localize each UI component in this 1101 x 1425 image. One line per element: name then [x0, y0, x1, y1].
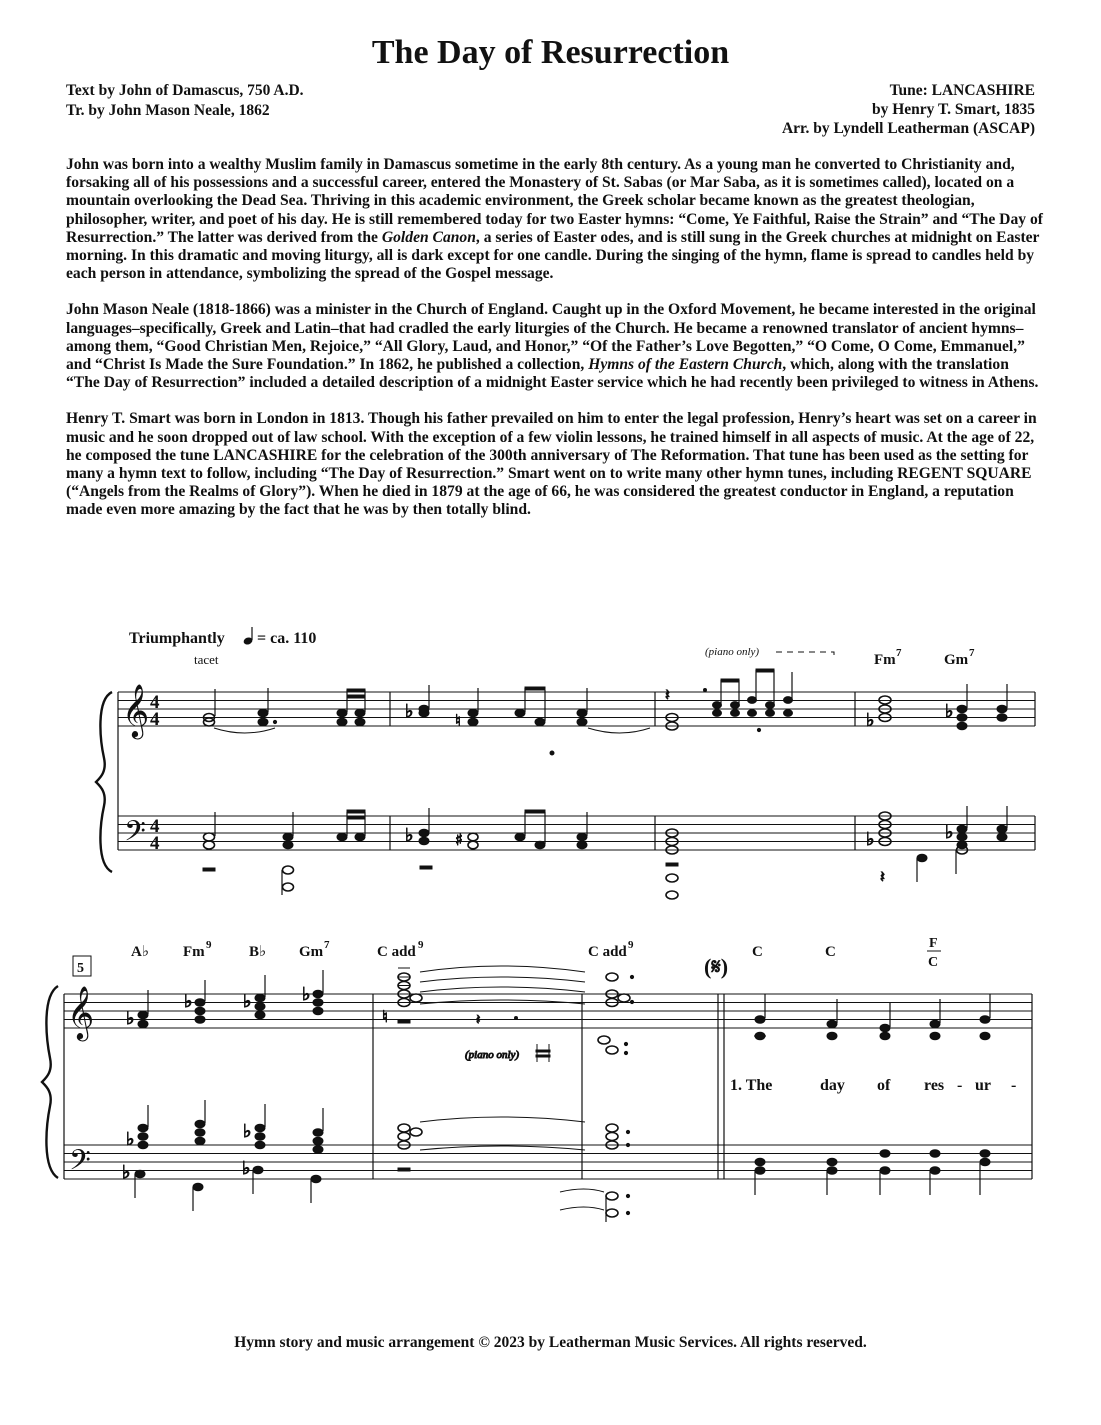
time-signature-top: 4 — [150, 692, 160, 713]
lyric-hyphen: - — [1011, 1077, 1017, 1094]
notes-measure-7 — [560, 973, 634, 1222]
svg-text:♯: ♯ — [455, 830, 463, 849]
tune-credits — [782, 81, 1035, 138]
lyric-hyphen: - — [957, 1077, 963, 1094]
svg-text:C: C — [752, 944, 763, 960]
chord-symbol — [131, 944, 149, 960]
treble-staff — [118, 692, 1035, 726]
time-signature-bottom: 4 — [150, 709, 160, 730]
notes-measure-4 — [866, 684, 1007, 886]
svg-text:9: 9 — [206, 939, 212, 951]
text-translator: Tr. by John Mason Neale, 1862 — [66, 102, 270, 119]
lyric-syllable: ur — [975, 1077, 991, 1094]
svg-text:C: C — [928, 955, 939, 970]
chord-symbol — [249, 944, 266, 960]
svg-text:F: F — [929, 936, 938, 951]
lyric-syllable: 1. The — [730, 1077, 773, 1094]
treble-staff — [64, 994, 1032, 1028]
tempo-marking: Triumphantly — [129, 630, 225, 647]
system-1 — [96, 627, 1035, 899]
lyric-syllable: res — [924, 1077, 945, 1094]
svg-text:♭: ♭ — [866, 710, 875, 731]
svg-text:𝄽: 𝄽 — [665, 685, 670, 704]
hymn-story — [66, 156, 1046, 538]
notes-measure-1-bass — [203, 810, 432, 895]
lyric-syllable: day — [820, 1077, 845, 1094]
svg-text:♭: ♭ — [242, 1158, 251, 1179]
grand-staff-brace — [42, 986, 58, 1178]
svg-text:7: 7 — [969, 647, 975, 659]
chord-symbol — [588, 939, 634, 960]
chord-symbol — [299, 939, 330, 960]
treble-clef-icon: 𝄞 — [67, 987, 95, 1038]
svg-text:♭: ♭ — [945, 822, 954, 843]
barlines — [390, 692, 1035, 850]
treble-clef-icon: 𝄞 — [122, 685, 150, 736]
bass-clef-icon: 𝄢 — [69, 1146, 91, 1183]
system-2 — [42, 936, 1032, 1222]
bass-clef-icon: 𝄢 — [124, 817, 146, 854]
svg-text:♭: ♭ — [243, 991, 252, 1012]
svg-text:A♭: A♭ — [131, 944, 149, 960]
svg-text:𝄽: 𝄽 — [880, 867, 885, 886]
svg-text:Fm: Fm — [183, 944, 205, 960]
story-paragraph-neale: John Mason Neale (1818-1866) was a minister in the Church of England. Caught up in the Oxford Movement, he became interested in the original languages–specifically, Greek and Latin–that had cradled the early liturgies of the Church. He became a renowned translator of ancient hymns–among them, “Good Christian Men, Rejoice,” “All Glory, Laud, and Honor,” “Of the Father’s Love Begotten,” “O Come, O Come, Emmanuel,” and “Christ Is Made the Sure Foundation.” In 1862, he published a collection, Hymns of the Eastern Church, which, along with the translation “The Day of Resurrection” included a detailed description of a midnight Easter service which he had recently been privileged to witness in Athens. — [66, 301, 1039, 392]
slash-chord — [927, 936, 941, 970]
chord-symbol — [377, 939, 424, 960]
svg-text:B♭: B♭ — [249, 944, 267, 960]
copyright-footer: Hymn story and music arrangement © 2023 by Leatherman Music Services. All rights reserved. — [234, 1334, 867, 1351]
notes-measure-8 — [754, 994, 990, 1195]
bass-staff — [118, 816, 1035, 850]
svg-text:♭: ♭ — [866, 829, 875, 850]
story-paragraph-john-of-damascus: John was born into a wealthy Muslim family in Damascus sometime in the early 8th century. As a young man he converted to Christianity and, forsaking all of his possessions and a successful career, entered the Monastery of St. Sabas (or Mar Saba, as it is sometimes called), located on a mountain overlooking the Dead Sea. Thriving in this academic environment, the Greek scholar became known as the greatest theologian, philosopher, writer, and poet of his day. He is still remembered today for two Easter hymns: “Come, Ye Faithful, Raise the Strain” and “The Day of Resurrection.” The latter was derived from the Golden Canon, a series of Easter odes, and is still sung in the Greek churches at midnight on Easter morning. In this dramatic and moving liturgy, all is dark except for one candle. During the singing of the hymn, flame is spread to candles held by each person in attendance, symbolizing the spread of the Gospel message. — [66, 156, 1043, 283]
svg-text:Gm: Gm — [944, 652, 969, 668]
svg-text:7: 7 — [324, 939, 330, 951]
svg-text:♭: ♭ — [405, 825, 414, 846]
svg-text:♭: ♭ — [122, 1162, 131, 1183]
svg-text:𝄽: 𝄽 — [476, 1012, 481, 1028]
music-score — [0, 610, 1101, 1240]
notes-measure-3 — [665, 669, 793, 899]
piano-only-label: (piano only) — [465, 1049, 520, 1061]
tacet-label: tacet — [194, 652, 219, 667]
time-signature-top: 4 — [150, 816, 160, 837]
svg-text:♭: ♭ — [405, 701, 414, 722]
story-paragraph-smart: Henry T. Smart was born in London in 1813. Though his father prevailed on him to enter the legal profession, Henry’s heart was set on a career in music and he soon dropped out of law school. With the exception of a few violin lessons, he trained himself in all aspects of music. At the age of 22, he composed the tune LANCASHIRE for the celebration of the 300th anniversary of The Reformation. That tune has been used as the setting for many a hymn text to follow, including “The Day of Resurrection.” Smart went on to write many other hymn tunes, including REGENT SQUARE (“Angels from the Realms of Glory”). When he died in 1879 at the age of 66, he was considered the greatest conductor in England, a reputation made even more amazing by the fact that he was by then totally blind. — [66, 410, 1037, 519]
text-credits — [66, 81, 304, 121]
svg-text:9: 9 — [628, 939, 634, 951]
chord-symbol — [944, 647, 975, 668]
text-author: Text by John of Damascus, 750 A.D. — [66, 82, 304, 99]
tune-name: Tune: LANCASHIRE — [889, 82, 1035, 99]
arranger: Arr. by Lyndell Leatherman (ASCAP) — [781, 120, 1035, 137]
svg-text:♭: ♭ — [945, 701, 954, 722]
page-title: The Day of Resurrection — [371, 34, 730, 71]
quarter-note-icon — [243, 627, 254, 646]
lyric-syllable: of — [877, 1077, 891, 1094]
tempo-value: = ca. 110 — [257, 630, 317, 647]
svg-text:C add: C add — [588, 944, 627, 960]
svg-text:♭: ♭ — [126, 1129, 135, 1150]
svg-text:♭: ♭ — [243, 1121, 252, 1142]
svg-text:♭: ♭ — [126, 1008, 135, 1029]
chord-symbol — [752, 944, 763, 960]
chord-symbol — [183, 939, 212, 960]
svg-text:Gm: Gm — [299, 944, 324, 960]
tune-composer: by Henry T. Smart, 1835 — [871, 101, 1035, 118]
grand-staff-brace — [96, 692, 112, 872]
svg-text:7: 7 — [896, 647, 902, 659]
chord-symbol — [874, 647, 902, 668]
svg-text:♭: ♭ — [184, 991, 193, 1012]
svg-text:♮: ♮ — [382, 1007, 388, 1026]
piano-only-bracket — [776, 652, 834, 659]
notes-measure-6 — [382, 966, 585, 1171]
svg-text:♭: ♭ — [302, 984, 311, 1005]
segno-icon: (𝄋) — [704, 954, 729, 979]
chord-symbol — [825, 944, 836, 960]
lyrics-verse-1 — [730, 1077, 1016, 1094]
svg-text:♮: ♮ — [455, 711, 461, 730]
svg-text:C: C — [825, 944, 836, 960]
svg-text:9: 9 — [418, 939, 424, 951]
measure-number: 5 — [77, 961, 84, 976]
time-signature-bottom: 4 — [150, 833, 160, 854]
svg-text:C add: C add — [377, 944, 416, 960]
svg-text:Fm: Fm — [874, 652, 896, 668]
notes-measure-5 — [122, 970, 323, 1211]
piano-only-label: (piano only) — [705, 646, 760, 658]
